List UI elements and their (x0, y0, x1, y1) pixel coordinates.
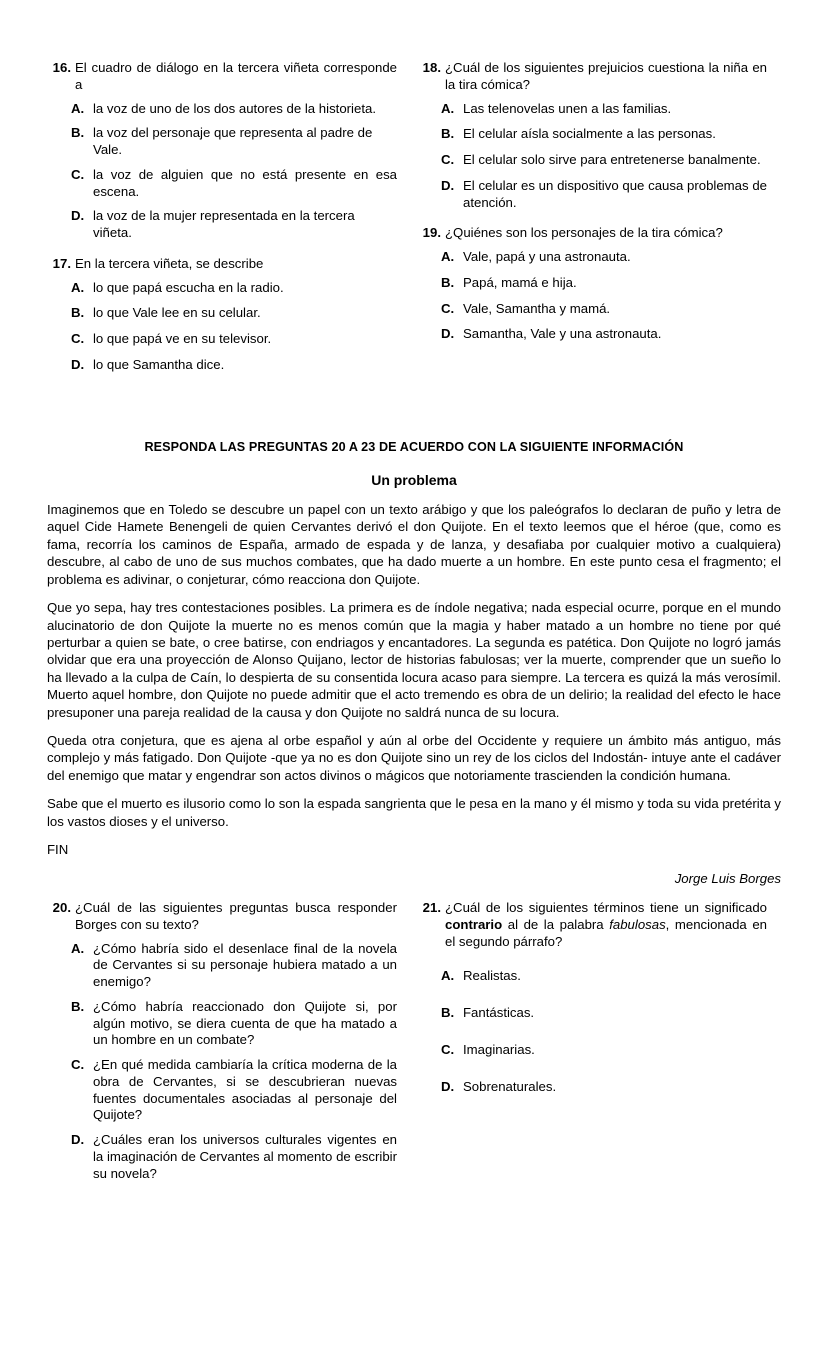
passage-body (47, 501, 781, 887)
option-letter: C. (441, 1041, 455, 1057)
question-19-option-d[interactable] (417, 326, 767, 343)
question-18 (417, 60, 767, 211)
question-16-option-d[interactable] (47, 208, 397, 242)
question-17-text: En la tercera viñeta, se describe (75, 255, 264, 271)
option-text: ¿Cómo habría reaccionado don Quijote si, por algún motivo, se diera cuenta de que ha matado a un hombre en un combate? (93, 998, 397, 1048)
question-16-options (47, 101, 397, 242)
question-21-text-part3: , mencionada en el segundo párrafo? (445, 916, 767, 949)
option-text: El celular aísla socialmente a las personas. (463, 126, 716, 142)
option-letter: D. (441, 326, 455, 342)
question-19 (417, 225, 767, 343)
option-text: Realistas. (463, 968, 521, 984)
questions-bottom-grid (47, 900, 767, 1196)
option-letter: C. (71, 331, 85, 347)
question-21-emphasis-contrario: contrario (445, 916, 503, 932)
question-21-option-b[interactable] (417, 1005, 767, 1022)
question-20-option-c[interactable] (47, 1057, 397, 1124)
question-16-option-a[interactable] (47, 101, 397, 118)
passage-end-marker: FIN (47, 842, 69, 858)
option-text: Vale, papá y una astronauta. (463, 249, 631, 265)
option-text: El celular es un dispositivo que causa problemas de atención. (463, 177, 767, 210)
question-19-text: ¿Quiénes son los personajes de la tira cómica? (445, 225, 723, 241)
question-20-option-b[interactable] (47, 999, 397, 1049)
option-letter: B. (441, 274, 455, 290)
question-18-text: ¿Cuál de los siguientes prejuicios cuestiona la niña en la tira cómica? (445, 60, 767, 92)
option-text: lo que Vale lee en su celular. (93, 305, 261, 321)
option-text: Fantásticas. (463, 1005, 535, 1021)
question-21-text-part1: ¿Cuál de los siguientes términos tiene un significado (445, 900, 767, 915)
question-16-option-b[interactable] (47, 125, 397, 159)
question-21-italic-fabulosas: fabulosas (609, 916, 666, 932)
question-20 (47, 900, 397, 1182)
option-letter: B. (441, 126, 455, 142)
question-18-option-b[interactable] (417, 126, 767, 143)
question-19-options (417, 249, 767, 343)
questions-top-right-column (417, 60, 767, 388)
option-text: la voz de alguien que no está presente en esa escena. (93, 166, 397, 199)
option-text: ¿Cuáles eran los universos culturales vigentes en la imaginación de Cervantes al momento de escribir su novela? (93, 1132, 397, 1181)
question-19-option-a[interactable] (417, 249, 767, 266)
option-text: Las telenovelas unen a las familias. (463, 100, 672, 116)
option-text: Sobrenaturales. (463, 1078, 557, 1094)
question-21-text-part2: al de la palabra (502, 916, 610, 932)
option-letter: C. (71, 166, 85, 182)
question-17-option-d[interactable] (47, 357, 397, 374)
questions-bottom-left-column (47, 900, 397, 1196)
option-letter: D. (441, 177, 455, 193)
question-17-option-c[interactable] (47, 331, 397, 348)
question-20-option-a[interactable] (47, 941, 397, 991)
option-text: la voz del personaje que representa al padre de Vale. (93, 125, 373, 158)
question-20-number: 20. (52, 900, 71, 915)
question-17-option-a[interactable] (47, 280, 397, 297)
option-text: ¿En qué medida cambiaría la crítica moderna de la obra de Cervantes, si se descubrieran nuevas fuentes documentales asociadas al personaje del Quijote? (93, 1057, 397, 1123)
question-16-option-c[interactable] (47, 167, 397, 201)
option-letter: A. (441, 968, 455, 984)
questions-top-grid (47, 60, 767, 388)
question-21-number: 21. (422, 900, 441, 915)
question-16 (47, 60, 397, 242)
option-text: la voz de la mujer representada en la tercera viñeta. (93, 208, 355, 241)
question-19-option-b[interactable] (417, 275, 767, 292)
question-16-text: El cuadro de diálogo en la tercera viñeta corresponde a (75, 60, 397, 92)
question-16-number: 16. (52, 60, 71, 75)
option-letter: B. (71, 125, 85, 141)
questions-bottom-right-column (417, 900, 767, 1196)
question-21-option-d[interactable] (417, 1079, 767, 1096)
option-text: lo que papá escucha en la radio. (93, 279, 284, 295)
question-21-option-a[interactable] (417, 968, 767, 985)
question-19-stem (417, 225, 767, 242)
question-17 (47, 256, 397, 374)
passage-paragraph-4: Sabe que el muerto es ilusorio como lo son la espada sangrienta que le pesa en la mano y él mismo y toda su vida pretérita y los vastos dioses y el universo. (47, 796, 781, 829)
question-18-number: 18. (422, 60, 441, 75)
option-letter: C. (71, 1057, 85, 1073)
questions-top-left-column (47, 60, 397, 388)
passage-author: Jorge Luis Borges (674, 870, 781, 886)
option-text: lo que papá ve en su televisor. (93, 331, 272, 347)
question-19-option-c[interactable] (417, 301, 767, 318)
question-16-stem (47, 60, 397, 94)
passage-instruction: RESPONDA LAS PREGUNTAS 20 A 23 DE ACUERDO CON LA SIGUIENTE INFORMACIÓN (144, 440, 684, 454)
option-letter: A. (71, 279, 85, 295)
question-21-stem (417, 900, 767, 950)
question-17-options (47, 280, 397, 374)
question-18-stem (417, 60, 767, 94)
question-21-text (445, 900, 767, 950)
option-text: Vale, Samantha y mamá. (463, 300, 611, 316)
option-text: Papá, mamá e hija. (463, 274, 577, 290)
question-21 (417, 900, 767, 1095)
passage-paragraph-2: Que yo sepa, hay tres contestaciones posibles. La primera es de índole negativa; nada especial ocurre, porque en el mundo alucinatorio de don Quijote la muerte no es menos común que la magia y haber matado a un hombre no tiene por qué perturbar a quien se bate, o cree batirse, con endriagos y encantadores. La segunda es patética. Don Quijote no logró jamás olvidar que era una proyección de Alonso Quijano, lector de historias fabulosas; ver la muerte, comprender que un sueño lo ha llevado a la culpa de Caín, lo despierta de su consentida locura acaso para siempre. La tercera es quizá la más verosímil. Muerto aquel hombre, don Quijote no puede admitir que el acto tremendo es obra de un delirio; la realidad del efecto le hace presuponer una pareja realidad de la causa y don Quijote no saldrá nunca de su locura. (47, 600, 781, 720)
option-letter: C. (441, 300, 455, 316)
option-text: Samantha, Vale y una astronauta. (463, 326, 662, 342)
option-letter: B. (441, 1005, 455, 1021)
question-21-options (417, 968, 767, 1095)
option-text: Imaginarias. (463, 1041, 535, 1057)
question-20-options (47, 941, 397, 1183)
option-letter: A. (71, 100, 85, 116)
question-19-number: 19. (422, 225, 441, 241)
option-letter: C. (441, 152, 455, 168)
option-letter: D. (71, 1132, 85, 1148)
question-17-option-b[interactable] (47, 305, 397, 322)
question-18-option-d[interactable] (417, 178, 767, 212)
option-text: ¿Cómo habría sido el desenlace final de la novela de Cervantes si su personaje hubiera matado a un enemigo? (93, 940, 397, 990)
passage-paragraph-3: Queda otra conjetura, que es ajena al orbe español y aún al orbe del Occidente y requiere un ámbito más antiguo, más complejo y más fatigado. Don Quijote -que ya no es don Quijote sino un rey de los ciclos del Indostán- intuye ante el cadáver del enemigo que matar y engendrar son actos divinos o mágicos que notoriamente trascienden la condición humana. (47, 733, 781, 783)
option-letter: D. (71, 356, 85, 372)
option-letter: A. (441, 100, 455, 116)
passage-paragraph-1: Imaginemos que en Toledo se descubre un papel con un texto arábigo y que los paleógrafos lo declaran de puño y letra de aquel Cide Hamete Benengeli de quien Cervantes derivó el don Quijote. En el texto leemos que el héroe (que, como es fama, recorría los caminos de España, armado de espada y de lanza, y desafiaba por cualquier motivo a cualquiera) descubre, al cabo de uno de sus muchos combates, que ha dado muerte a un hombre. En este punto cesa el fragmento; el problema es adivinar, o conjeturar, cómo reacciona don Quijote. (47, 502, 781, 587)
option-letter: A. (441, 249, 455, 265)
question-18-options (417, 101, 767, 212)
option-letter: D. (71, 208, 85, 224)
question-20-text: ¿Cuál de las siguientes preguntas busca responder Borges con su texto? (75, 900, 397, 932)
option-letter: B. (71, 998, 85, 1014)
option-letter: D. (441, 1078, 455, 1094)
option-letter: A. (71, 940, 85, 956)
question-18-option-c[interactable] (417, 152, 767, 169)
option-letter: B. (71, 305, 85, 321)
option-text: la voz de uno de los dos autores de la historieta. (93, 100, 376, 116)
question-21-option-c[interactable] (417, 1042, 767, 1059)
option-text: El celular solo sirve para entretenerse banalmente. (463, 152, 761, 168)
question-17-number: 17. (52, 255, 71, 271)
option-text: lo que Samantha dice. (93, 356, 225, 372)
question-18-option-a[interactable] (417, 101, 767, 118)
passage-title: Un problema (371, 472, 457, 488)
question-17-stem (47, 256, 397, 273)
question-20-option-d[interactable] (47, 1132, 397, 1182)
question-20-stem (47, 900, 397, 934)
